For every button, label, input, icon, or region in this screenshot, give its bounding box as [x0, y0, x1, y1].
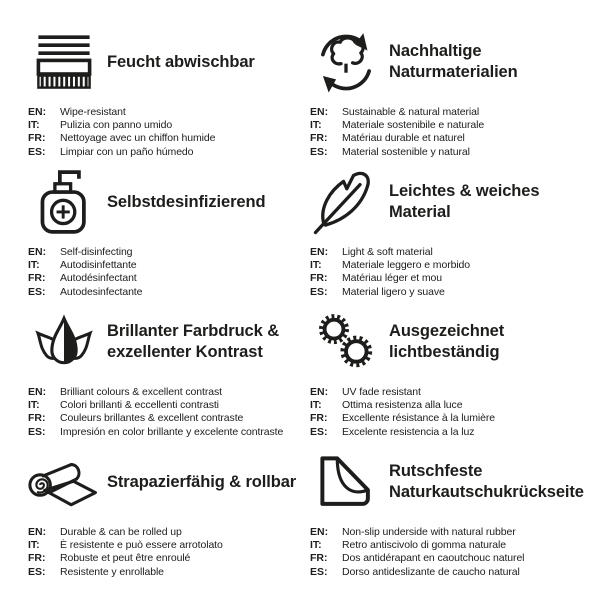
lang-label: ES:	[28, 425, 46, 438]
lang-label: IT:	[28, 119, 40, 132]
lang-label: EN:	[310, 526, 329, 538]
translation-text: Resistente y enrollable	[60, 565, 164, 578]
translation-row	[28, 412, 310, 425]
translation-text: Couleurs brillantes & excellent contraste	[60, 412, 244, 425]
translation-text: Sustainable & natural material	[342, 106, 480, 118]
feature-non-slip-underside	[310, 444, 590, 584]
lang-label: IT:	[28, 399, 40, 412]
feature-title: Nachhaltige Naturmaterialien	[389, 42, 518, 81]
feature-title: Strapazierfähig & rollbar	[107, 472, 297, 491]
feature-header	[310, 444, 590, 520]
translation-text: Retro antiscivolo di gomma naturale	[342, 539, 506, 552]
translation-row	[310, 399, 590, 412]
lang-label: IT:	[310, 399, 322, 412]
feature-light-soft	[310, 164, 590, 304]
feature-durable-rollable	[28, 444, 310, 584]
translation-text: Colori brillanti & eccellenti contrasti	[60, 399, 219, 412]
translation-row	[310, 552, 590, 565]
translation-row	[28, 106, 310, 119]
translation-text: Dorso antideslizante de caucho natural	[342, 565, 520, 578]
lang-label: FR:	[310, 412, 328, 425]
lang-label: ES:	[310, 285, 328, 298]
lang-label: ES:	[310, 425, 328, 438]
translation-text: Excelente resistencia a la luz	[342, 425, 475, 438]
translation-list	[310, 526, 590, 579]
translation-text: Robuste et peut être enroulé	[60, 552, 191, 565]
lang-label: EN:	[28, 526, 47, 538]
translation-row	[28, 426, 310, 439]
translation-text: Brilliant colours & excellent contrast	[60, 386, 222, 398]
feature-self-disinfecting	[28, 164, 310, 304]
lang-label: FR:	[310, 132, 328, 145]
feature-title: Leichtes & weiches Material	[389, 182, 540, 221]
lang-label: ES:	[310, 565, 328, 578]
feature-header	[28, 444, 310, 520]
translation-row	[28, 386, 310, 399]
translation-row	[28, 246, 310, 259]
lang-label: ES:	[28, 285, 46, 298]
translation-row	[310, 119, 590, 132]
lang-label: IT:	[310, 119, 322, 132]
feature-sustainable-material	[310, 24, 590, 164]
translation-list	[310, 386, 590, 439]
feature-title: Rutschfeste Naturkautschukrückseite	[389, 462, 584, 501]
feather-icon	[310, 164, 382, 240]
lang-label: FR:	[28, 272, 46, 285]
lang-label: IT:	[310, 539, 322, 552]
feature-wipe-resistant	[28, 24, 310, 164]
lang-label: EN:	[310, 106, 329, 118]
gears-icon	[310, 304, 382, 380]
translation-text: Autodesinfectante	[60, 285, 143, 298]
translation-list	[28, 106, 310, 159]
rolled-mat-icon	[28, 444, 100, 520]
translation-row	[310, 286, 590, 299]
lang-label: FR:	[28, 412, 46, 425]
feature-light-fast	[310, 304, 590, 444]
translation-list	[310, 106, 590, 159]
lang-label: EN:	[28, 386, 47, 398]
lang-label: FR:	[310, 272, 328, 285]
feature-title: Feucht abwischbar	[107, 52, 255, 71]
translation-text: Autodésinfectant	[60, 272, 137, 285]
translation-row	[310, 526, 590, 539]
translation-list	[28, 386, 310, 439]
translation-text: Material ligero y suave	[342, 285, 445, 298]
feature-header	[310, 304, 590, 380]
translation-row	[28, 552, 310, 565]
feature-title: Brillanter Farbdruck & exzellenter Kontrast	[107, 322, 280, 361]
lang-label: ES:	[28, 145, 46, 158]
translation-list	[28, 526, 310, 579]
feature-title: Selbstdesinfizierend	[107, 192, 266, 211]
lang-label: EN:	[28, 106, 47, 118]
translation-list	[28, 246, 310, 299]
feature-title: Ausgezeichnet lichtbeständig	[389, 322, 505, 361]
translation-row	[310, 566, 590, 579]
feature-brilliant-colours	[28, 304, 310, 444]
translation-text: Non-slip underside with natural rubber	[342, 526, 516, 538]
translation-text: È resistente e può essere arrotolato	[60, 539, 223, 552]
translation-text: Ottima resistenza alla luce	[342, 399, 463, 412]
wipe-brush-icon	[28, 24, 100, 100]
translation-text: Limpiar con un paño húmedo	[60, 145, 194, 158]
translation-text: Impresión en color brillante y excelente contraste	[60, 425, 284, 438]
translation-text: Materiale leggero e morbido	[342, 259, 471, 272]
translation-row	[28, 132, 310, 145]
folded-corner-icon	[310, 444, 382, 520]
translation-row	[310, 426, 590, 439]
translation-row	[310, 106, 590, 119]
translation-text: Durable & can be rolled up	[60, 526, 182, 538]
feature-header	[310, 24, 590, 100]
sanitizer-bottle-icon	[28, 164, 100, 240]
lang-label: FR:	[310, 552, 328, 565]
sustainable-recycle-tree-icon	[310, 24, 382, 100]
lang-label: ES:	[310, 145, 328, 158]
translation-row	[310, 539, 590, 552]
lang-label: EN:	[310, 246, 329, 258]
translation-text: Autodisinfettante	[60, 259, 137, 272]
translation-row	[28, 286, 310, 299]
ink-drops-contrast-icon	[28, 304, 100, 380]
translation-row	[310, 132, 590, 145]
translation-row	[28, 272, 310, 285]
translation-row	[28, 539, 310, 552]
lang-label: EN:	[28, 246, 47, 258]
translation-text: Self-disinfecting	[60, 246, 133, 258]
translation-text: Excellente résistance à la lumière	[342, 412, 496, 425]
translation-list	[310, 246, 590, 299]
translation-row	[28, 566, 310, 579]
feature-header	[310, 164, 590, 240]
translation-row	[310, 146, 590, 159]
translation-text: Nettoyage avec un chiffon humide	[60, 132, 216, 145]
feature-header	[28, 304, 310, 380]
translation-row	[28, 119, 310, 132]
translation-row	[28, 146, 310, 159]
lang-label: FR:	[28, 552, 46, 565]
translation-row	[28, 399, 310, 412]
translation-text: Pulizia con panno umido	[60, 119, 173, 132]
translation-text: Matériau léger et mou	[342, 272, 443, 285]
feature-header	[28, 164, 310, 240]
lang-label: IT:	[28, 539, 40, 552]
lang-label: IT:	[28, 259, 40, 272]
lang-label: IT:	[310, 259, 322, 272]
feature-header	[28, 24, 310, 100]
lang-label: FR:	[28, 132, 46, 145]
translation-text: Matériau durable et naturel	[342, 132, 465, 145]
translation-text: Light & soft material	[342, 246, 433, 258]
lang-label: ES:	[28, 565, 46, 578]
translation-row	[310, 412, 590, 425]
translation-text: Dos antidérapant en caoutchouc naturel	[342, 552, 525, 565]
translation-row	[28, 259, 310, 272]
translation-text: Material sostenible y natural	[342, 145, 470, 158]
translation-row	[310, 246, 590, 259]
lang-label: EN:	[310, 386, 329, 398]
translation-text: UV fade resistant	[342, 386, 421, 398]
translation-row	[28, 526, 310, 539]
translation-row	[310, 386, 590, 399]
translation-row	[310, 272, 590, 285]
translation-text: Wipe-resistant	[60, 106, 126, 118]
translation-row	[310, 259, 590, 272]
translation-text: Materiale sostenibile e naturale	[342, 119, 485, 132]
